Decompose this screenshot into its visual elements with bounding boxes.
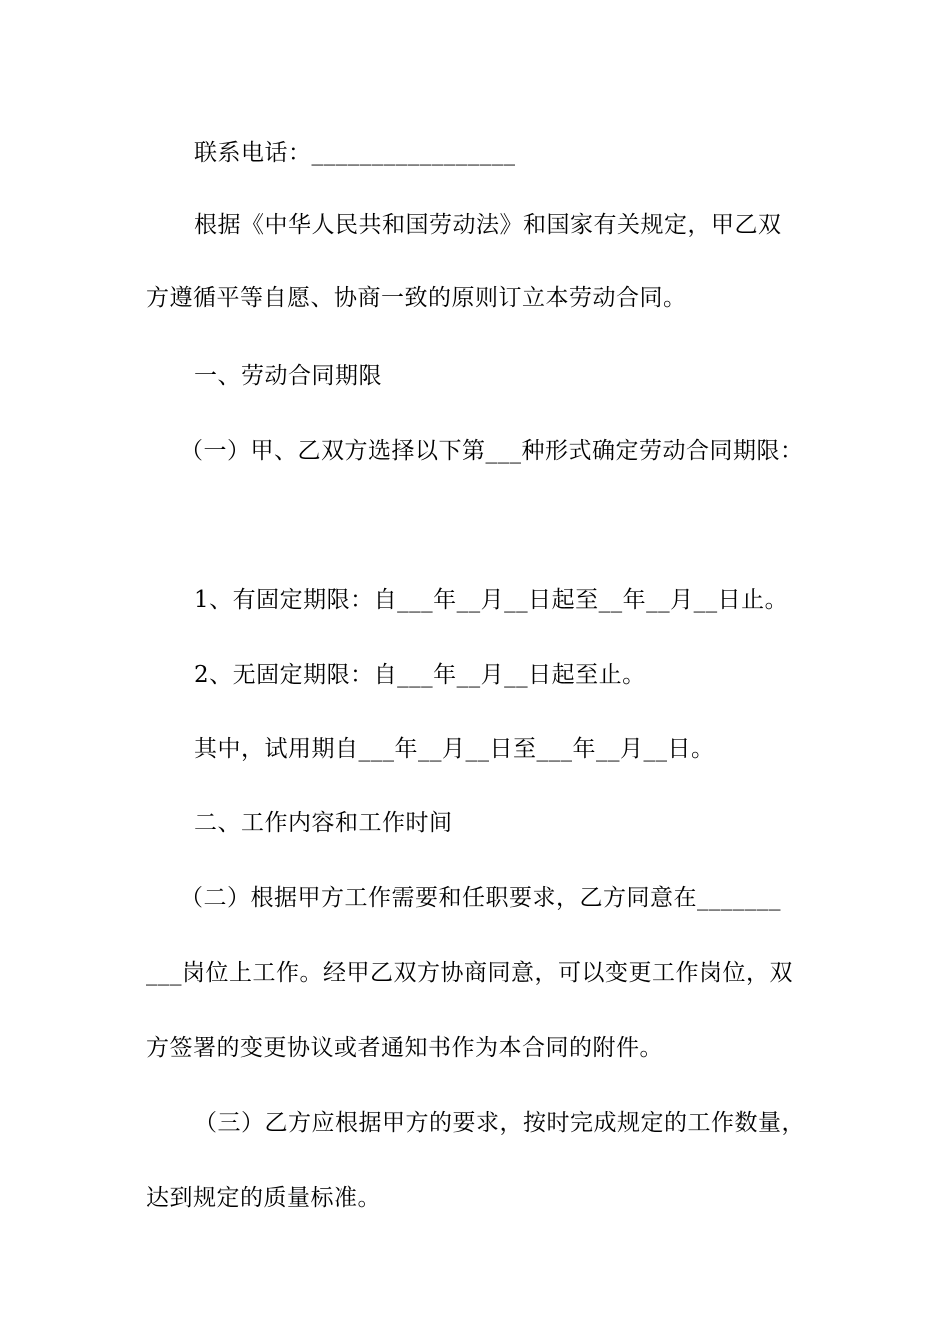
paragraph-line: 其中，试用期自___年__月__日至___年__月__日。 [194, 736, 715, 762]
paragraph-line: （一）甲、乙双方选择以下第___种形式确定劳动合同期限： [180, 438, 804, 464]
section-heading: 一、劳动合同期限 [194, 363, 382, 389]
paragraph-line: （三）乙方应根据甲方的要求，按时完成规定的工作数量， [194, 1110, 805, 1136]
paragraph-line: ___岗位上工作。经甲乙双方协商同意，可以变更工作岗位，双 [146, 960, 793, 986]
contact-phone-line: 联系电话：_________________ [194, 140, 516, 166]
paragraph-line: 方遵循平等自愿、协商一致的原则订立本劳动合同。 [146, 285, 687, 311]
list-item: 1、有固定期限：自___年__月__日起至__年__月__日止。 [194, 587, 789, 613]
paragraph-line: 根据《中华人民共和国劳动法》和国家有关规定，甲乙双 [194, 212, 782, 238]
paragraph-line: 方签署的变更协议或者通知书作为本合同的附件。 [146, 1035, 663, 1061]
section-heading: 二、工作内容和工作时间 [194, 810, 453, 836]
paragraph-line: 达到规定的质量标准。 [146, 1185, 381, 1211]
list-item: 2、无固定期限：自___年__月__日起至止。 [194, 662, 646, 688]
paragraph-line: （二）根据甲方工作需要和任职要求，乙方同意在_______ [180, 885, 781, 911]
